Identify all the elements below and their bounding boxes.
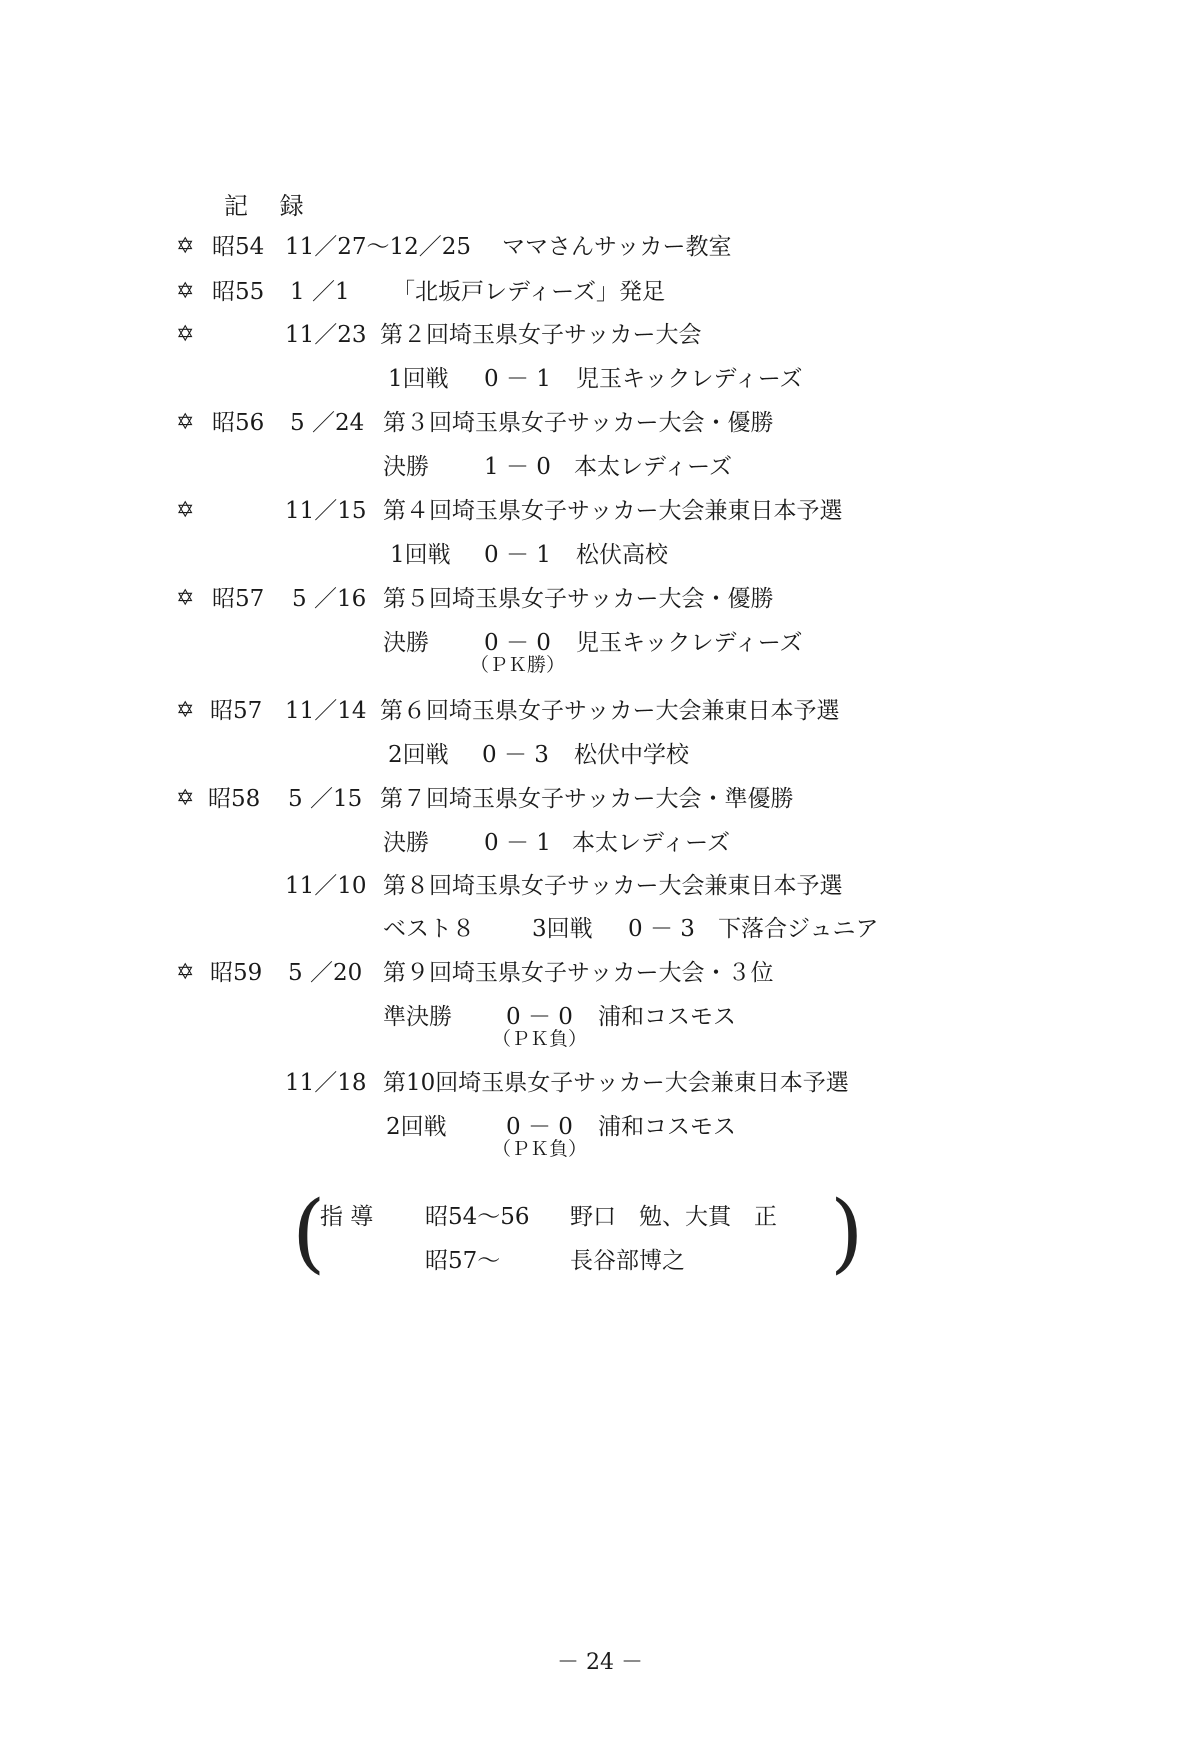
page-number: － 24 － (557, 1650, 643, 1675)
result-score: 0 － 1 (484, 542, 551, 568)
result-opponent: 児玉キックレディーズ (576, 366, 803, 392)
result-opponent: 下落合ジュニア (718, 916, 879, 942)
coach-names: 長谷部博之 (570, 1248, 685, 1274)
result-score: 0 － 0 (484, 630, 551, 656)
record-date: 5 ／16 (292, 586, 367, 612)
record-event: ママさんサッカー教室 (502, 234, 732, 260)
result-round: 2回戦 (388, 742, 449, 768)
record-event: 第８回埼玉県女子サッカー大会兼東日本予選 (383, 873, 843, 899)
star-icon: ✡ (176, 498, 195, 523)
star-icon: ✡ (176, 586, 195, 611)
result-opponent: 本太レディーズ (572, 830, 731, 856)
result-round: 決勝 (383, 630, 429, 656)
result-score: 0 － 3 (482, 742, 549, 768)
record-date: 11／14 (285, 698, 367, 724)
record-date: 11／27～12／25 (285, 234, 472, 260)
record-date: 1 ／1 (290, 279, 350, 305)
result-opponent: 松伏高校 (576, 542, 668, 568)
record-event: 「北坂戸レディーズ」発足 (392, 279, 666, 305)
record-date: 5 ／20 (288, 960, 363, 986)
coach-names: 野口 勉、大貫 正 (570, 1204, 777, 1230)
right-bracket: ) (830, 1183, 864, 1283)
record-date: 11／23 (285, 322, 367, 348)
record-era: 昭57 (210, 698, 263, 724)
result-opponent: 松伏中学校 (574, 742, 689, 768)
result-round: 決勝 (383, 830, 429, 856)
star-icon: ✡ (176, 786, 195, 811)
result-round: 1回戦 (390, 542, 451, 568)
star-icon: ✡ (176, 698, 195, 723)
section-title: 記 録 (224, 192, 316, 220)
record-event: 第４回埼玉県女子サッカー大会兼東日本予選 (383, 498, 843, 524)
result-score: 0 － 1 (484, 366, 551, 392)
record-event: 第６回埼玉県女子サッカー大会兼東日本予選 (380, 698, 840, 724)
record-event: 第３回埼玉県女子サッカー大会・優勝 (383, 410, 774, 436)
coach-period: 昭54～56 (425, 1204, 530, 1230)
result-score: 0 － 0 (506, 1114, 573, 1140)
record-era: 昭56 (212, 410, 265, 436)
star-icon: ✡ (176, 960, 195, 985)
coach-period: 昭57～ (425, 1248, 501, 1274)
result-score: 0 － 1 (484, 830, 551, 856)
record-era: 昭55 (212, 279, 265, 305)
record-era: 昭58 (208, 786, 261, 812)
result-score: 0 － 3 (628, 916, 695, 942)
result-opponent: 浦和コスモス (598, 1114, 736, 1140)
coaches-label: 指 導 (320, 1204, 374, 1230)
star-icon: ✡ (176, 234, 195, 259)
result-note: （ＰＫ負） (492, 1028, 588, 1050)
result-round: 2回戦 (386, 1114, 447, 1140)
record-event: 第10回埼玉県女子サッカー大会兼東日本予選 (383, 1070, 849, 1096)
result-opponent: 本太レディーズ (574, 454, 733, 480)
result-opponent: 浦和コスモス (598, 1004, 736, 1030)
star-icon: ✡ (176, 279, 195, 304)
record-date: 5 ／24 (290, 410, 365, 436)
record-era: 昭57 (212, 586, 265, 612)
result-round: 3回戦 (532, 916, 593, 942)
result-note: （ＰＫ負） (492, 1138, 588, 1160)
record-event: 第７回埼玉県女子サッカー大会・準優勝 (380, 786, 794, 812)
record-era: 昭54 (212, 234, 265, 260)
record-date: 11／10 (285, 873, 367, 899)
star-icon: ✡ (176, 322, 195, 347)
result-round: 準決勝 (383, 1004, 452, 1030)
result-opponent: 児玉キックレディーズ (576, 630, 803, 656)
result-score: 0 － 0 (506, 1004, 573, 1030)
record-event: 第２回埼玉県女子サッカー大会 (380, 322, 702, 348)
result-score: 1 － 0 (484, 454, 551, 480)
result-round: 決勝 (383, 454, 429, 480)
record-event: 第５回埼玉県女子サッカー大会・優勝 (383, 586, 774, 612)
record-date: 5 ／15 (288, 786, 363, 812)
left-bracket: ( (292, 1183, 326, 1283)
record-date: 11／15 (285, 498, 367, 524)
star-icon: ✡ (176, 410, 195, 435)
record-date: 11／18 (285, 1070, 367, 1096)
result-note: （ＰＫ勝） (470, 654, 566, 676)
record-era: 昭59 (210, 960, 263, 986)
record-event: 第９回埼玉県女子サッカー大会・３位 (383, 960, 774, 986)
result-round: 1回戦 (388, 366, 449, 392)
result-prefix: ベスト８ (383, 916, 475, 942)
